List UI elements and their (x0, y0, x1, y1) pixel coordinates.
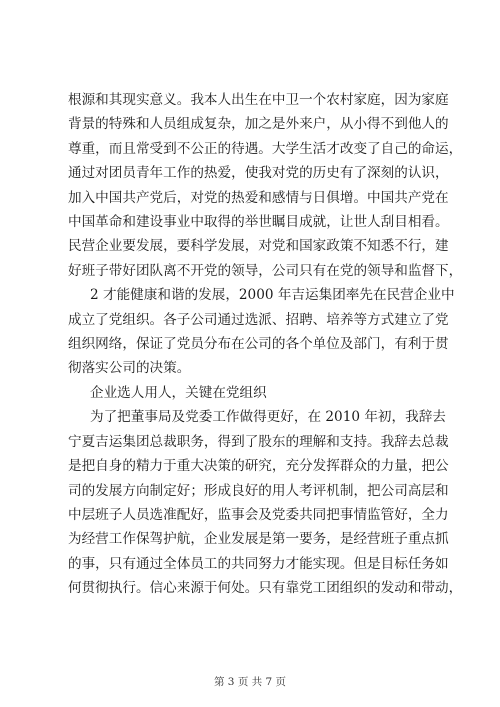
text-line: 好班子带好团队离不开党的领导，公司只有在党的领导和监督下， (68, 262, 463, 279)
page-footer: 第 3 页 共 7 页 (213, 676, 287, 688)
text-line: 中层班子人员选准配好，监事会及党委共同把事情监管好，全力 (68, 506, 449, 523)
text-line: 尊重，而且常受到不公正的待遇。大学生活才改变了自己的命运， (68, 140, 463, 157)
text-line: 成立了党组织。各子公司通过选派、招聘、培养等方式建立了党 (68, 311, 449, 328)
text-line: 的事，只有通过全体员工的共同努力才能实现。但是目标任务如 (68, 555, 449, 572)
text-line: 宁夏吉运集团总裁职务，得到了股东的理解和支持。我辞去总裁 (68, 433, 449, 450)
text-line: 2 才能健康和谐的发展，2000 年吉运集团率先在民营企业中 (90, 287, 455, 304)
text-line: 组织网络，保证了党员分布在公司的各个单位及部门，有利于贯 (68, 336, 449, 353)
text-line: 为了把董事局及党委工作做得更好，在 2010 年初，我辞去 (90, 409, 446, 426)
text-line: 是把自身的精力于重大决策的研究，充分发挥群众的力量，把公 (68, 458, 449, 475)
text-line: 中国革命和建设事业中取得的举世瞩目成就，让世人刮目相看。 (68, 214, 449, 231)
document-body (68, 88, 463, 601)
text-line: 加入中国共产党后，对党的热爱和感情与日俱增。中国共产党在 (68, 189, 449, 206)
text-line: 何贯彻执行。信心来源于何处。只有靠党工团组织的发动和带动， (68, 580, 463, 597)
text-line: 民营企业要发展，要科学发展，对党和国家政策不知悉不行，建 (68, 238, 449, 255)
text-line: 企业选人用人，关键在党组织 (90, 384, 267, 401)
text-line: 为经营工作保驾护航，企业发展是第一要务，是经营班子重点抓 (68, 531, 449, 548)
text-line: 彻落实公司的决策。 (68, 360, 191, 377)
text-line: 通过对团员青年工作的热爱，使我对党的历史有了深刻的认识， (68, 165, 449, 182)
text-line: 背景的特殊和人员组成复杂，加之是外来户，从小得不到他人的 (68, 116, 449, 133)
text-line: 根源和其现实意义。我本人出生在中卫一个农村家庭，因为家庭 (68, 92, 449, 108)
text-line: 司的发展方向制定好；形成良好的用人考评机制，把公司高层和 (68, 482, 449, 499)
